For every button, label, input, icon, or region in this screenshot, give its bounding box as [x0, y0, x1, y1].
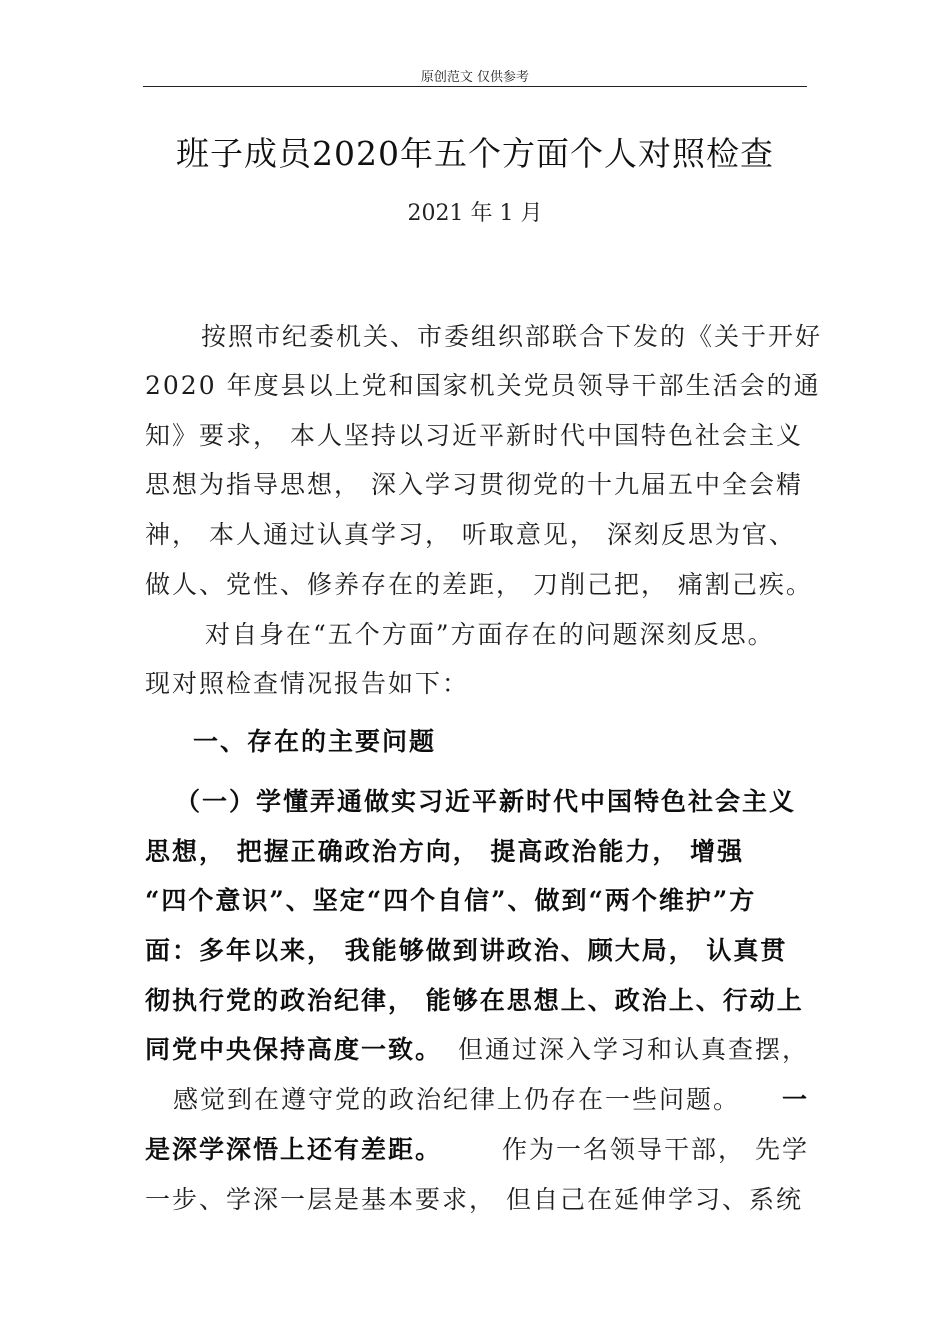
- line-text: 但通过深入学习和认真查摆，: [457, 1035, 809, 1064]
- paragraph-line: [145, 465, 809, 501]
- line-text: 神， 本人通过认真学习， 听取意见， 深刻反思为官、: [145, 520, 796, 549]
- heading-text: 一、存在的主要问题: [193, 727, 437, 756]
- paragraph-line: [145, 1030, 809, 1066]
- paragraph-line: [145, 1130, 809, 1166]
- line-text: 知》要求， 本人坚持以习近平新时代中国特色社会主义: [145, 421, 803, 450]
- document-date: 2021 年 1 月: [407, 201, 543, 226]
- line-text: 作为一名领导干部， 先学: [502, 1135, 809, 1164]
- line-text: 2020 年度县以上党和国家机关党员领导干部生活会的通: [145, 371, 821, 400]
- section-heading: [193, 722, 857, 758]
- bold-text: 同党中央保持高度一致。: [145, 1035, 443, 1064]
- line-text: 一步、学深一层是基本要求， 但自己在延伸学习、系统: [145, 1185, 803, 1214]
- paragraph-line: [145, 832, 809, 868]
- line-text: 感觉到在遵守党的政治纪律上仍存在一些问题。: [173, 1085, 741, 1114]
- paragraph-line: [175, 782, 809, 818]
- paragraph-line: [145, 664, 809, 700]
- line-text: “四个意识”、坚定“四个自信”、做到“两个维护”方: [145, 886, 757, 915]
- paragraph-line: [145, 1180, 809, 1216]
- bold-text: 一: [781, 1085, 809, 1114]
- line-text: 对自身在“五个方面”方面存在的问题深刻反思。: [205, 620, 775, 649]
- bold-text: 是深学深悟上还有差距。: [145, 1135, 443, 1164]
- paragraph-line: [173, 1080, 809, 1116]
- line-text: 思想为指导思想， 深入学习贯彻党的十九届五中全会精: [145, 470, 803, 499]
- line-text: 做人、党性、修养存在的差距， 刀削己把， 痛割己疾。: [145, 570, 813, 599]
- paragraph-line: [145, 981, 809, 1017]
- paragraph-line: [205, 615, 809, 651]
- line-text: 现对照检查情况报告如下：: [145, 669, 470, 698]
- paragraph-line: [145, 931, 809, 967]
- paragraph-line: [145, 881, 809, 917]
- document-title: 班子成员2020年五个方面个人对照检查: [176, 134, 774, 173]
- paragraph-line: [145, 366, 821, 402]
- line-text: 面：多年以来， 我能够做到讲政治、顾大局， 认真贯: [145, 936, 788, 965]
- header-rule: [143, 86, 807, 87]
- paragraph-line: [145, 565, 813, 601]
- line-text: 彻执行党的政治纪律， 能够在思想上、政治上、行动上: [145, 986, 804, 1015]
- line-text: （一）学懂弄通做实习近平新时代中国特色社会主义: [175, 787, 797, 816]
- paragraph-line: [145, 515, 809, 551]
- paragraph-line: [201, 317, 823, 353]
- line-text: 按照市纪委机关、市委组织部联合下发的《关于开好: [201, 322, 823, 351]
- paragraph-line: [145, 416, 809, 452]
- header-text: 原创范文 仅供参考: [420, 70, 530, 85]
- line-text: 思想， 把握正确政治方向， 提高政治能力， 增强: [145, 837, 745, 866]
